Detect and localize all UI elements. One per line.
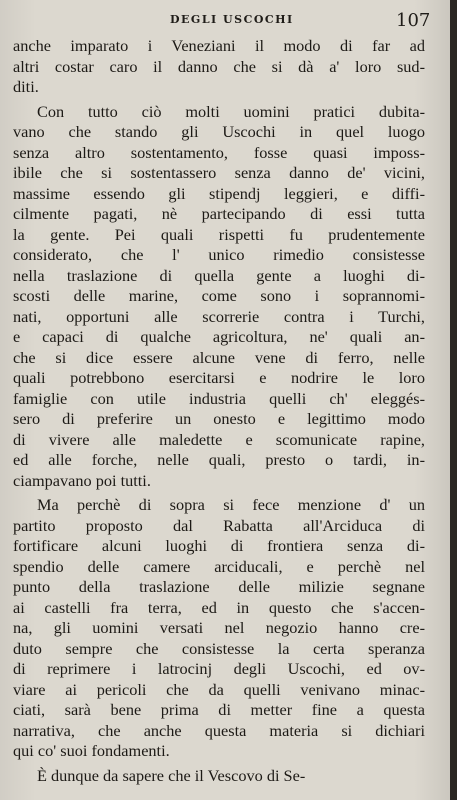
text-line: quali potrebbono esercitarsi e nodrire le loro	[13, 368, 425, 387]
text-line: anche imparato i Veneziani il modo di far ad	[13, 36, 425, 55]
text-line: e capaci di qualche agricoltura, ne' quali an-	[13, 327, 425, 346]
text-line: la gente. Pei quali rispetti fu prudentemente	[13, 224, 425, 244]
paragraph	[13, 495, 425, 762]
text-line: cilmente pagati, nè partecipando di essi tutta	[13, 204, 425, 223]
paragraph	[13, 766, 425, 787]
text-line: punto della traslazione delle milizie segnane	[13, 577, 425, 596]
text-line: vano che stando gli Uscochi in quel luogo	[13, 122, 425, 141]
text-line: ciati, sarà bene prima di metter fine a questa	[13, 700, 425, 719]
page-number: 107	[396, 10, 431, 31]
text-line: scosti delle marine, come sono i soprannomi-	[13, 286, 425, 305]
text-line: duto sempre che consistesse la certa speranza	[13, 638, 425, 658]
text-line: altri costar caro il danno che si dà a' loro sud-	[13, 56, 425, 76]
text-line: È dunque da sapere che il Vescovo di Se-	[37, 765, 306, 785]
text-line: Con tutto ciò molti uomini pratici dubita-	[37, 101, 425, 121]
text-line: spendio delle camere arciducali, e perchè nel	[13, 556, 425, 576]
text-line: narrativa, che anche questa materia si dichiari	[13, 720, 425, 740]
text-line: massime essendo gli stipendj leggieri, e diffi-	[13, 183, 425, 203]
text-line: na, gli uomini versati nel negozio hanno cre-	[13, 618, 425, 637]
text-line: considerato, che l' unico rimedio consistesse	[13, 245, 425, 264]
text-line: Ma perchè di sopra si fece menzione d' un	[37, 495, 425, 514]
paragraph	[13, 102, 425, 492]
text-line: ai castelli fra terra, ed in questo che s'accen-	[13, 597, 425, 617]
text-line: nati, opportuni alle scorrerie contra i Turchi,	[13, 306, 425, 326]
text-line: senza altro sostentamento, fosse quasi imposs-	[13, 142, 425, 162]
page-header	[0, 11, 450, 35]
text-line: che si dice essere alcune vene di ferro, nelle	[13, 347, 425, 367]
text-line: qui co' suoi fondamenti.	[13, 741, 170, 760]
text-line: nella traslazione di quella gente a luoghi di-	[13, 265, 425, 285]
text-line: sero di preferire un onesto e legittimo modo	[13, 409, 425, 428]
text-line: famiglie con utile industria quelli ch' eleggés-	[13, 388, 425, 408]
text-line: ed alle forche, nelle quali, presto o tardi, in-	[13, 450, 425, 469]
text-line: di vivere alle maledette e scomunicate rapine,	[13, 429, 425, 449]
text-line: ciampavano poi tutti.	[13, 470, 151, 490]
text-line: diti.	[13, 77, 39, 96]
text-line: viare ai pericoli che da quelli venivano minac-	[13, 679, 425, 699]
text-line: ibile che si sostentassero senza danno de' vicini,	[13, 163, 425, 182]
paragraph	[13, 36, 425, 98]
text-line: di reprimere i latrocinj degli Uscochi, ed ov-	[13, 659, 425, 678]
running-head: DEGLI USCOCHI	[170, 13, 294, 26]
body-text	[13, 36, 425, 786]
text-line: partito proposto dal Rabatta all'Arciduca di	[13, 515, 425, 535]
text-line: fortificare alcuni luoghi di frontiera senza di-	[13, 536, 425, 555]
